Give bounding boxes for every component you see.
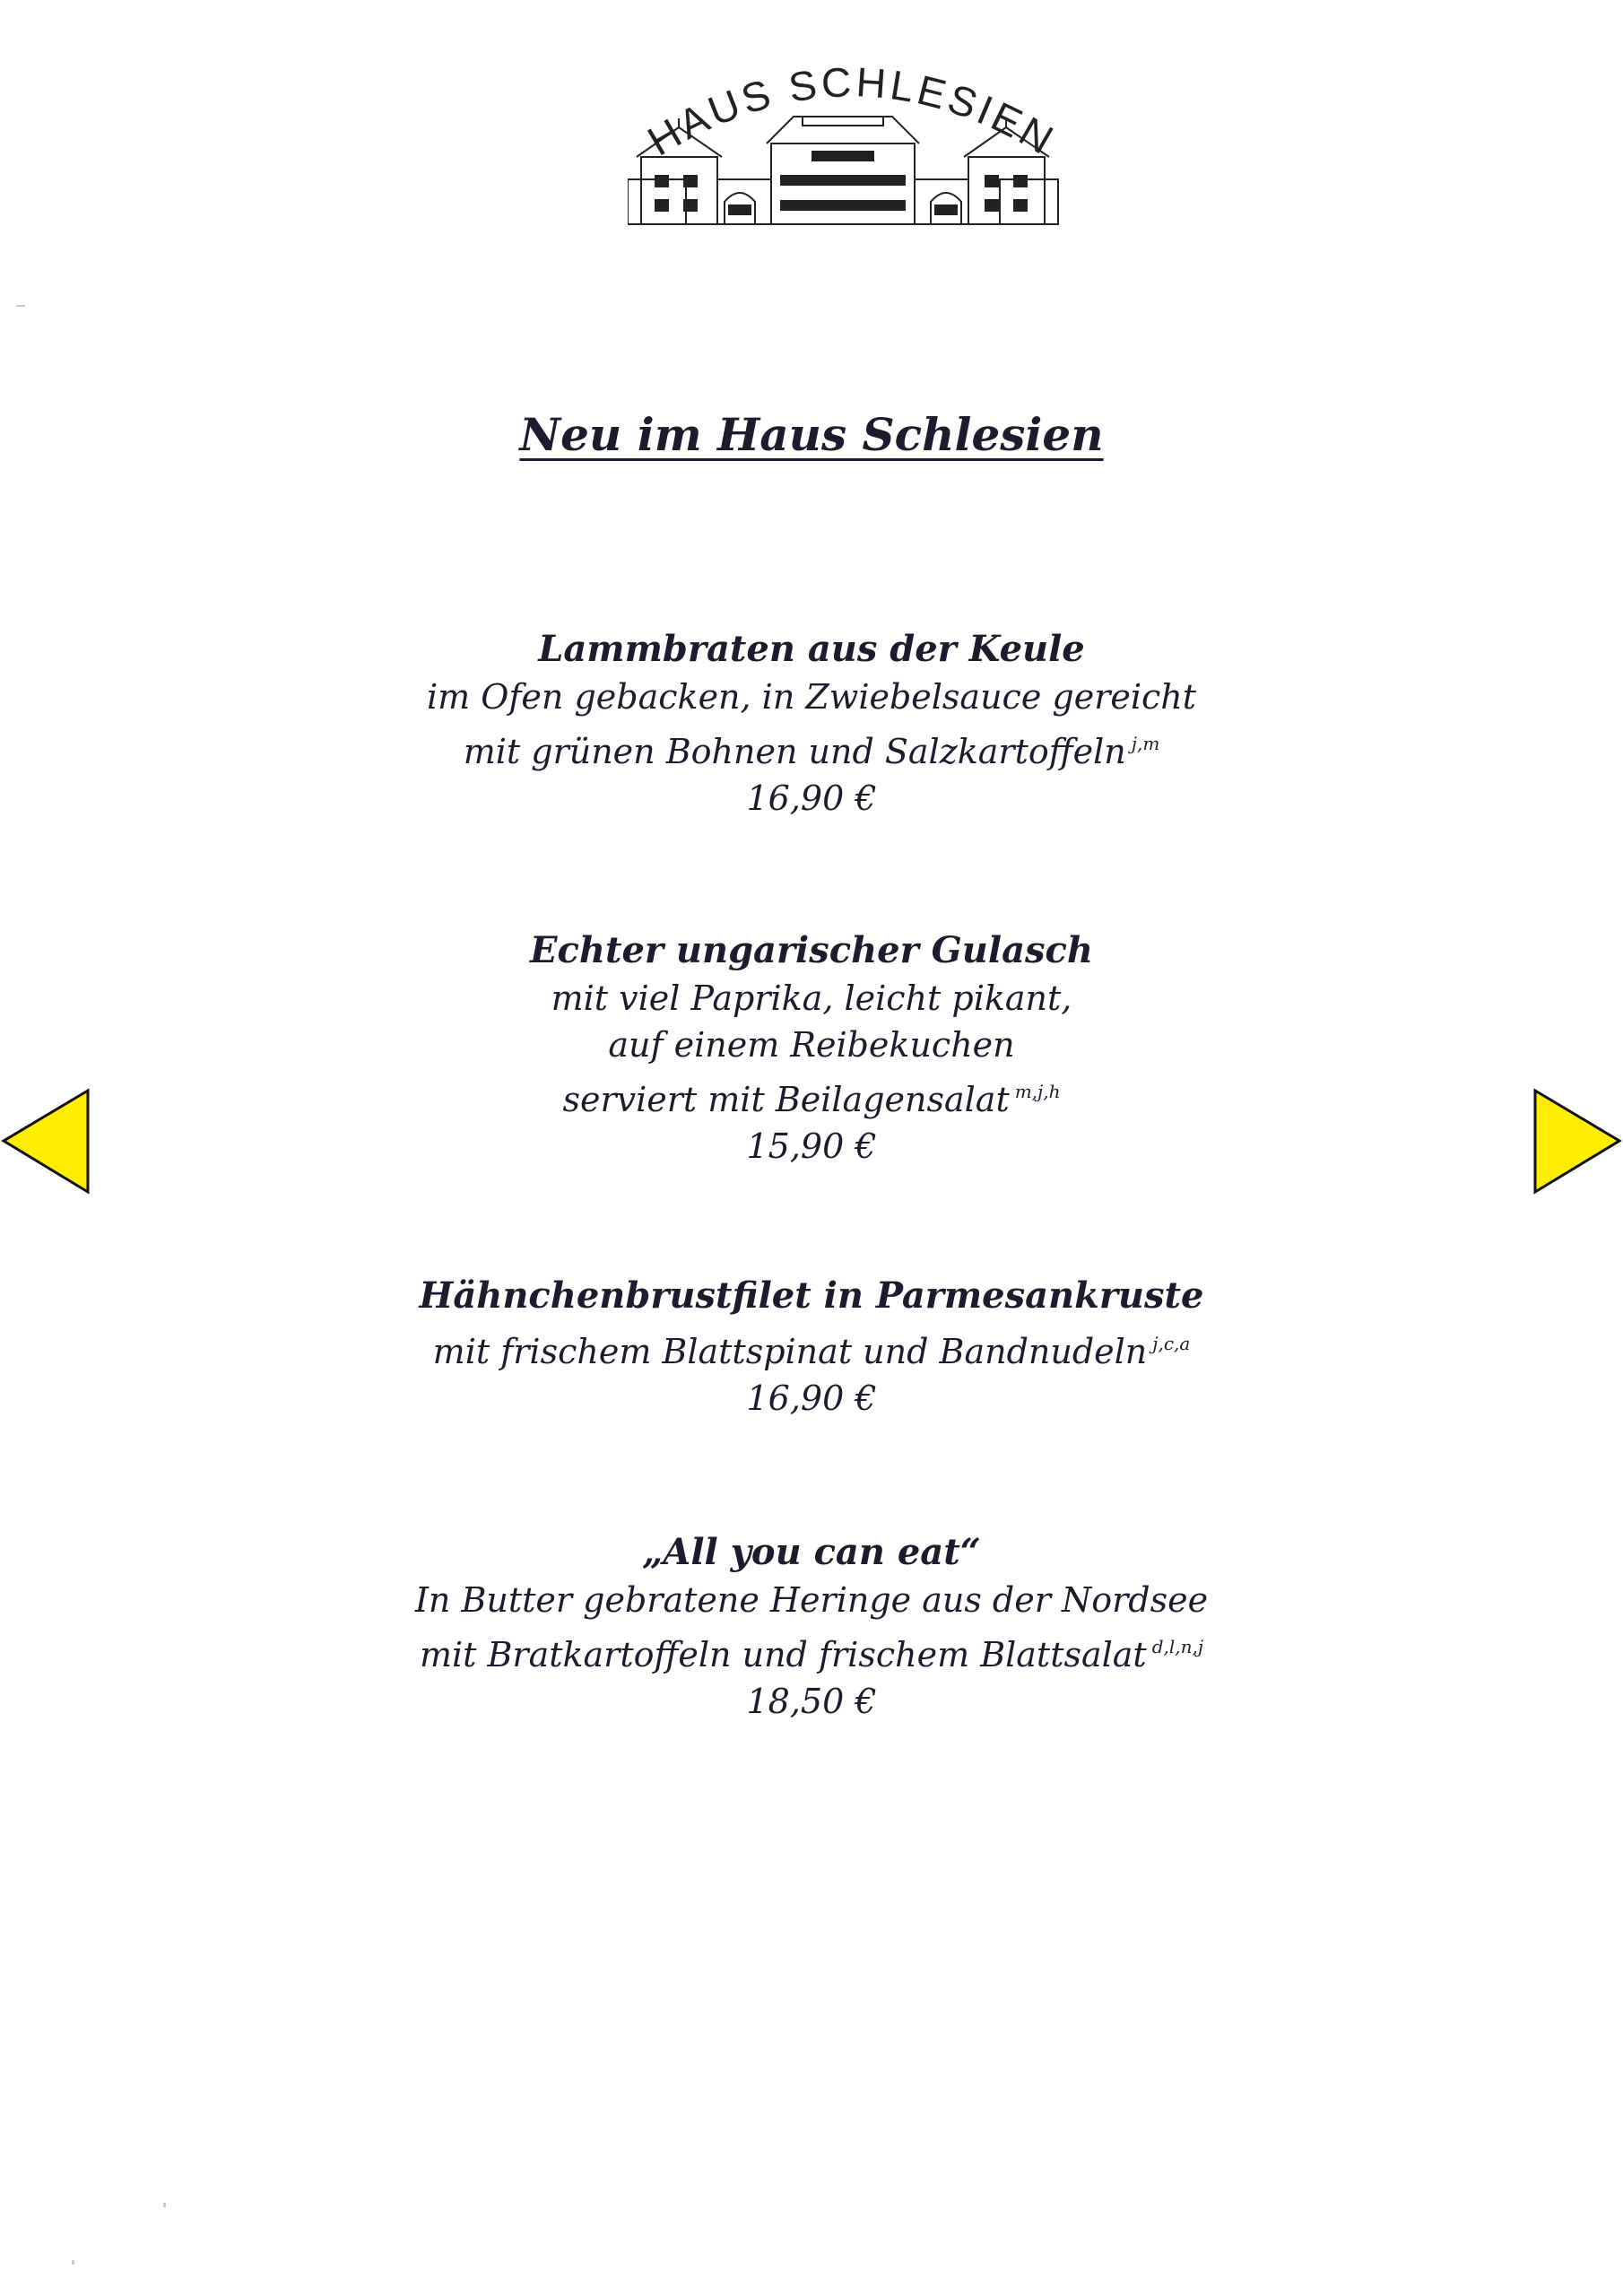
dish-description-line: im Ofen gebacken, in Zwiebelsauce gereicht: [426, 677, 1197, 717]
page-title: Neu im Haus Schlesien: [519, 408, 1104, 461]
dish-description-text: mit grünen Bohnen und Salzkartoffeln: [463, 732, 1126, 771]
menu-item-lammbraten: [0, 625, 1623, 822]
dish-price: 16,90 €: [746, 1378, 877, 1418]
menu-item-gulasch: [0, 926, 1623, 1170]
scan-speck: [163, 2203, 166, 2207]
dish-name: Hähnchenbrustfilet in Parmesankruste: [419, 1274, 1204, 1317]
allergen-codes: d,l,n,j: [1151, 1636, 1204, 1657]
dish-price: 15,90 €: [746, 1126, 877, 1166]
allergen-codes: j,c,a: [1152, 1333, 1191, 1354]
dish-description-line-with-allergens: [0, 720, 1623, 775]
logo-wordmark: HAUS SCHLESIEN: [639, 58, 1064, 165]
dish-description-text: mit Bratkartoffeln und frischem Blattsalat: [419, 1635, 1147, 1674]
dish-name: Echter ungarischer Gulasch: [530, 929, 1093, 971]
scan-speck: [16, 305, 25, 307]
logo-graphic: [628, 45, 1076, 233]
haus-schlesien-logo: [628, 45, 1076, 233]
scan-speck: [72, 2260, 74, 2265]
dish-description-line-with-allergens: [0, 1068, 1623, 1123]
dish-description-line: In Butter gebratene Heringe aus der Nordsee: [414, 1580, 1209, 1620]
menu-item-all-you-can-eat: [0, 1528, 1623, 1725]
allergen-codes: m,j,h: [1014, 1081, 1061, 1102]
dish-name: Lammbraten aus der Keule: [538, 628, 1085, 670]
dish-description-text: serviert mit Beilagensalat: [562, 1080, 1010, 1119]
dish-price: 18,50 €: [746, 1682, 877, 1721]
dish-description-line-with-allergens: [0, 1320, 1623, 1375]
dish-description-line: auf einem Reibekuchen: [608, 1025, 1015, 1065]
dish-description-line: mit viel Paprika, leicht pikant,: [551, 978, 1072, 1018]
allergen-codes: j,m: [1131, 733, 1160, 754]
dish-description-line-with-allergens: [0, 1623, 1623, 1678]
dish-name: „All you can eat“: [642, 1531, 981, 1573]
next-page-button[interactable]: [1529, 1085, 1623, 1197]
dish-description-text: mit frischem Blattspinat und Bandnudeln: [432, 1332, 1148, 1371]
previous-page-button[interactable]: [0, 1085, 94, 1197]
dish-price: 16,90 €: [746, 778, 877, 818]
menu-item-haehnchenbrustfilet: [0, 1272, 1623, 1422]
triangle-right-icon: [1529, 1085, 1623, 1197]
svg-text:HAUS SCHLESIEN: [639, 58, 1063, 164]
triangle-left-icon: [0, 1085, 94, 1197]
